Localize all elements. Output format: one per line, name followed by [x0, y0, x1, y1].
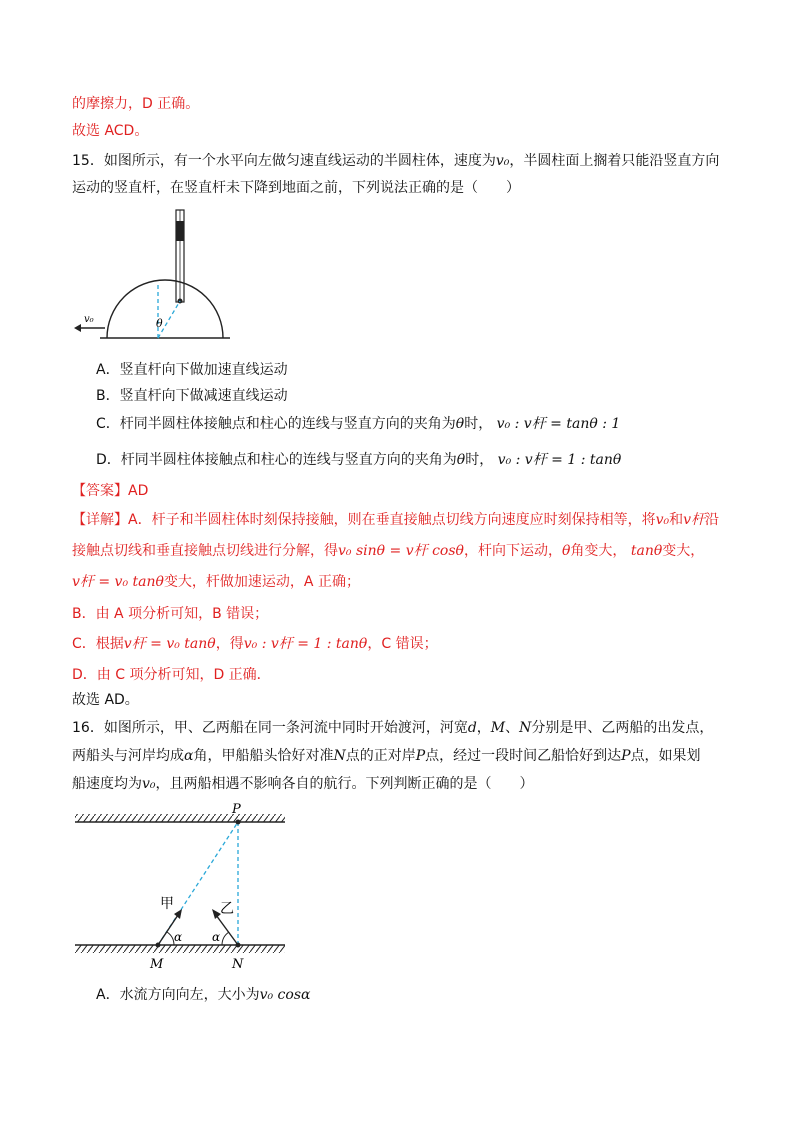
semicylinder-figure — [70, 205, 250, 350]
text-line: 故选 ACD。 — [72, 123, 149, 139]
option-c: C．杆同半圆柱体接触点和柱心的连线与竖直方向的夹角为θ时， v₀ : v杆 = tanθ : 1 — [96, 416, 621, 432]
q16-option-a: A．水流方向向左，大小为v₀ cosα — [96, 987, 311, 1003]
explanation-line-2: 接触点切线和垂直接触点切线进行分解，得v₀ sinθ = v杆 cosθ，杆向下运动，θ角变大， tanθ变大， — [72, 543, 705, 559]
explanation-line-3: v杆 = v₀ tanθ变大，杆做加速运动，A 正确； — [72, 574, 360, 590]
explanation-line-1: 【详解】A．杆子和半圆柱体时刻保持接触，则在垂直接触点切线方向速度应时刻保持相等，将v₀和v杆沿 — [72, 512, 720, 528]
alpha-label-1: α — [174, 930, 183, 944]
explanation-d: D．由 C 项分析可知，D 正确． — [72, 667, 271, 683]
question-15-text-2: 运动的竖直杆，在竖直杆未下降到地面之前，下列说法正确的是（ ） — [72, 180, 520, 196]
option-d: D．杆同半圆柱体接触点和柱心的连线与竖直方向的夹角为θ时， v₀ : v杆 = 1 : tanθ — [96, 452, 622, 468]
river-figure — [70, 800, 290, 975]
alpha-label-2: α — [212, 930, 221, 944]
question-15-text: 15．如图所示，有一个水平向左做匀速直线运动的半圆柱体，速度为v₀，半圆柱面上搁着只能沿竖直方向 — [72, 153, 720, 169]
explanation-c: C．根据v杆 = v₀ tanθ，得v₀ : v杆 = 1 : tanθ，C 错误； — [72, 636, 438, 652]
text-line: 的摩擦力，D 正确。 — [72, 96, 200, 112]
point-p-label: P — [232, 802, 241, 817]
boat-jia-label: 甲 — [160, 896, 174, 912]
explanation-b: B．由 A 项分析可知，B 错误； — [72, 606, 269, 622]
boat-yi-label: 乙 — [220, 901, 234, 917]
option-b: B．竖直杆向下做减速直线运动 — [96, 388, 288, 404]
answer-label: 【答案】AD — [72, 483, 149, 499]
final-answer: 故选 AD。 — [72, 692, 139, 708]
theta-label: θ — [156, 317, 163, 330]
point-m-label: M — [150, 957, 164, 972]
v0-label: v₀ — [84, 314, 94, 325]
question-16-text-3: 船速度均为v₀，且两船相遇不影响各自的航行。下列判断正确的是（ ） — [72, 776, 534, 792]
question-16-text: 16．如图所示，甲、乙两船在同一条河流中同时开始渡河，河宽d，M、N分别是甲、乙两船的出发点， — [72, 720, 714, 736]
point-n-label: N — [232, 957, 244, 972]
option-a: A．竖直杆向下做加速直线运动 — [96, 362, 288, 378]
question-16-text-2: 两船头与河岸均成α角，甲船船头恰好对准N点的正对岸P点，经过一段时间乙船恰好到达P点，如果划 — [72, 748, 701, 764]
